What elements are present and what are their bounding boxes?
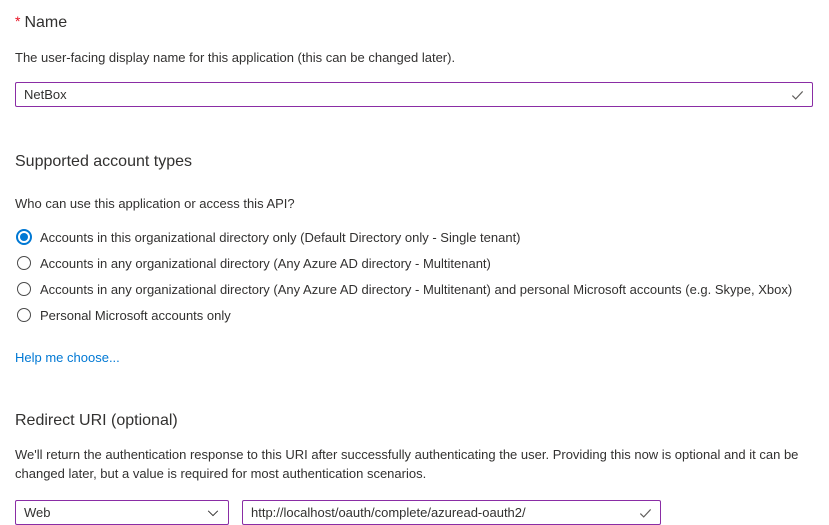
platform-dropdown[interactable] — [15, 500, 229, 525]
radio-button-icon[interactable] — [17, 308, 31, 322]
radio-option-personal-only[interactable] — [15, 302, 814, 328]
platform-dropdown-value: Web — [24, 505, 51, 520]
redirect-uri-description: We'll return the authentication response to this URI after successfully authenticating the user. Providing this now is optional and it can be changed later, but a value is required for most authentication scenarios. — [15, 447, 799, 481]
name-input[interactable] — [16, 83, 812, 106]
redirect-uri-input[interactable] — [243, 501, 660, 524]
radio-button-icon[interactable] — [16, 229, 32, 245]
radio-button-icon[interactable] — [17, 282, 31, 296]
account-types-radio-group — [15, 224, 814, 328]
chevron-down-icon — [206, 506, 220, 520]
radio-option-label: Accounts in any organizational directory (Any Azure AD directory - Multitenant) and personal Microsoft accounts (e.g. Skype, Xbox) — [40, 281, 793, 297]
radio-option-label: Accounts in this organizational directory only (Default Directory only - Single tenant) — [40, 229, 521, 245]
radio-option-multitenant[interactable] — [15, 250, 814, 276]
redirect-uri-field — [242, 500, 661, 525]
name-field — [15, 82, 813, 107]
radio-option-label: Accounts in any organizational directory (Any Azure AD directory - Multitenant) — [40, 255, 491, 271]
required-marker: * — [15, 13, 21, 29]
name-section-heading — [15, 11, 814, 33]
account-types-question: Who can use this application or access this API? — [15, 196, 295, 211]
valid-checkmark-icon — [790, 87, 805, 102]
radio-option-single-tenant[interactable] — [15, 224, 814, 250]
redirect-uri-row — [15, 500, 814, 525]
valid-checkmark-icon — [638, 505, 653, 520]
radio-option-multitenant-personal[interactable] — [15, 276, 814, 302]
radio-button-icon[interactable] — [17, 256, 31, 270]
account-types-heading: Supported account types — [15, 153, 193, 170]
redirect-uri-heading: Redirect URI (optional) — [15, 412, 178, 429]
radio-option-label: Personal Microsoft accounts only — [40, 307, 231, 323]
name-description: The user-facing display name for this application (this can be changed later). — [15, 50, 456, 65]
name-section-title: Name — [24, 14, 68, 31]
help-me-choose-link[interactable]: Help me choose... — [15, 350, 120, 365]
